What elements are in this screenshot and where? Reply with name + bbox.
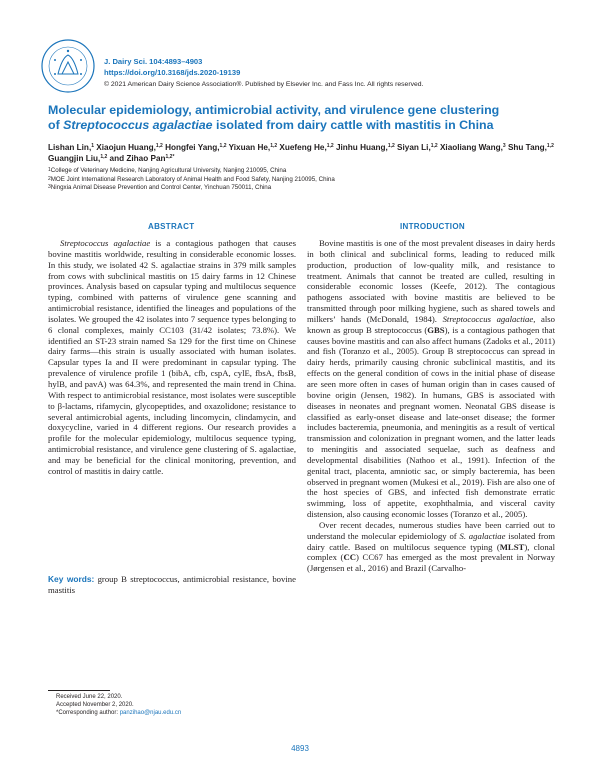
author-affiliation-marker: 1,2 (155, 143, 163, 149)
author-affiliation-marker: 1,2 (430, 143, 438, 149)
author-name: Xiaoliang Wang, (437, 143, 503, 152)
author-name: Lishan Lin, (48, 143, 92, 152)
keywords-label: Key words: (48, 574, 95, 584)
intro-paragraph-2: Over recent decades, numerous studies have been carried out to understand the molecular epidemiology of S. agalactiae isolated from dairy cattle. Based on multilocus sequence typing (MLST), clonal complex (CC) CC67 has emerged as the most prevalent in Norway (Jørgensen et al., 2016) and Brazil (Carvalho- (307, 519, 556, 574)
author-affiliation-marker: 1,2 (100, 154, 108, 160)
footnotes (56, 693, 181, 718)
author-affiliation-marker: 1,2 (326, 143, 334, 149)
author-name: Hongfei Yang, (162, 143, 220, 152)
footnote-divider (48, 690, 110, 691)
affiliation: $^3$Ningxia Animal Disease Prevention and Control Center, Yinchuan 750011, China (48, 184, 272, 192)
author-name: Xiaojun Huang, (94, 143, 156, 152)
author-affiliation-marker: 1 (91, 143, 94, 149)
introduction-heading: INTRODUCTION (400, 222, 465, 231)
copyright-line: © 2021 American Dairy Science Association®. Published by Elsevier Inc. and Fass Inc. All rights reserved. (104, 81, 424, 88)
abstract-heading: ABSTRACT (148, 222, 195, 231)
affiliation-list (48, 167, 568, 193)
accepted-date: Accepted November 2, 2020. (56, 702, 134, 709)
affiliation: $^2$MOE Joint International Research Laboratory of Animal Health and Food Safety, Nanjing 210095, China (48, 175, 335, 183)
author-name: Shu Tang, (505, 143, 547, 152)
abstract-text: is a contagious pathogen that causes bovine mastitis worldwide, resulting in considerable economic losses. In this study, we isolated 42 S. agalactiae strains in 379 milk samples from cows with subclinical mastitis on 15 dairy farms in 12 Chinese provinces. Analysis based on capsular typing and multilocus sequence typing, combined with patterns of virulence gene scanning and antimicrobial resistance, identified the lineages and populations of the isolates. We grouped the 42 isolates into 7 sequence types belonging to 6 clonal complexes, mainly CC103 (31/42 isolates; 73.8%). We identified an ST-23 strain named Sa 129 for the first time on Chinese dairy farms—this strain is usually associated with human isolates. Capsular types Ia and II were predominant in capsular typing. The prevalence of virulence profile 1 (bibA, cfb, cspA, cylE, fbsA, fbsB, hylB, and pavA) was 64.3%, and represented the main trend in China. With respect to antimicrobial resistance, most isolates were susceptible to β-lactams, rifamycin, glycopeptides, and oxazolidone; resistance to several antimicrobial agents, including lincomycin, clindamycin, and doxycycline, varied in 4 different regions. Our research provides a profile for the molecular epidemiology, multilocus sequence typing, antimicrobial resistance, and virulence gene clustering of S. agalactiae, and may be beneficial for the clinical monitoring, prevention, and control of mastitis in dairy cattle. (48, 238, 296, 476)
doi-link[interactable]: https://doi.org/10.3168/jds.2020-19139 (104, 67, 241, 77)
author-name: Guangjin Liu, (48, 154, 101, 163)
author-affiliation-marker: 1,2 (546, 143, 554, 149)
author-affiliation-marker: 1,2* (165, 154, 175, 160)
author-email-link[interactable]: panzihao@njau.edu.cn (119, 710, 182, 717)
affiliation: $^1$College of Veterinary Medicine, Nanjing Agricultural University, Nanjing 210095, China (48, 167, 287, 174)
journal-header (104, 57, 240, 78)
corresponding-author: *Corresponding author: panzihao@njau.edu.cn (56, 710, 182, 717)
keywords-text: group B streptococcus, antimicrobial resistance, bovine mastitis (48, 574, 296, 595)
abstract-body: Streptococcus agalactiae is a contagious pathogen that causes bovine mastitis worldwide, resulting in considerable economic losses. In this study, we isolated 42 S. agalactiae strains in 379 milk samples from cows with subclinical mastitis on 15 dairy farms in 12 Chinese provinces. Analysis based on capsular typing and multilocus sequence typing, combined with patterns of virulence gene scanning and antimicrobial resistance, identified the lineages and populations of the isolates. We grouped the 42 isolates into 7 sequence types belonging to 6 clonal complexes, mainly CC103 (31/42 isolates; 73.8%). We identified an ST-23 strain named Sa 129 for the first time on Chinese dairy farms—this strain is usually associated with human isolates. Capsular types Ia and II were predominant in capsular typing. The prevalence of virulence profile 1 (bibA, cfb, cspA, cylE, fbsA, fbsB, hylB, and pavA) was 64.3%, and represented the main trend in China. With respect to antimicrobial resistance, most isolates were susceptible to β-lactams, rifamycin, glycopeptides, and oxazolidone; resistance to several antimicrobial agents, including lincomycin, clindamycin, and doxycycline, varied in 4 different regions. Our research provides a profile for the molecular epidemiology, multilocus sequence typing, antimicrobial resistance, and virulence gene clustering of S. agalactiae, and may be beneficial for the clinical monitoring, prevention, and control of mastitis in dairy cattle. (48, 238, 296, 476)
author-affiliation-marker: 1,2 (387, 143, 395, 149)
author-affiliation-marker: 3 (502, 143, 506, 149)
author-affiliation-marker: 1,2 (270, 143, 278, 149)
page-number: 4893 (291, 744, 309, 753)
author-list (48, 142, 568, 164)
adsa-logo (40, 38, 96, 94)
author-affiliation-marker: 1,2 (219, 143, 227, 149)
author-name: and Zihao Pan (107, 154, 166, 163)
author-name: Yixuan He, (226, 143, 271, 152)
author-name: Xuefeng He, (277, 143, 327, 152)
received-date: Received June 22, 2020. (56, 694, 123, 700)
article-title: Molecular epidemiology, antimicrobial activity, and virulence gene clustering of Streptococcus agalactiae isolated from dairy cattle with mastitis in China (48, 103, 500, 133)
author-name: Siyan Li, (394, 143, 431, 152)
intro-paragraph-1: Bovine mastitis is one of the most prevalent diseases in dairy herds in both clinical and subclinical forms, leading to reduced milk production, production of low-quality milk, and resistance to treatment. Animals that cannot be treated are culled, resulting in considerable economic losses (Keefe, 2012). The contagious pathogens associated with bovine mastitis are believed to be transmitted through poor milking hygiene, such as shared towels and milkers’ hands (McDonald, 1984). Streptococcus agalactiae, also known as group B streptococcus (GBS), is a contagious pathogen that causes bovine mastitis and can also affect humans (Zadoks et al., 2011) and fish (Toranzo et al., 2005). Group B streptococcus can spread in dairy herds, primarily causing chronic subclinical mastitis, and its effects on the general condition of cows in the initial phase of disease are seen more often in cases of human origin than in cases caused of bovine origin (Jensen, 1982). In humans, GBS is associated with diseases in neonates and pregnant women. Neonatal GBS disease is classified as early-onset disease and late-onset disease; the former includes bacteremia, pneumonia, and meningitis as a result of vertical transmission and colonization in pregnant women, and the latter leads to meningitis and associated sequelae, such as deafness and developmental disabilities (Nathoo et al., 1991). Infection of the genital tract, placenta, amniotic sac, or simply bacteremia, has been observed in pregnant women (Mukesi et al., 2019). Fish are also one of the host species of GBS, and infected fish demonstrate erratic swimming, loss of appetite, exophthalmia, and visceral cavity distension, also causing economic losses (Toranzo et al., 2005). (307, 238, 555, 520)
journal-citation: J. Dairy Sci. 104:4893–4903 (104, 57, 203, 66)
keywords (48, 574, 296, 596)
introduction-body (307, 238, 555, 574)
author-name: Jinhu Huang, (333, 143, 388, 152)
